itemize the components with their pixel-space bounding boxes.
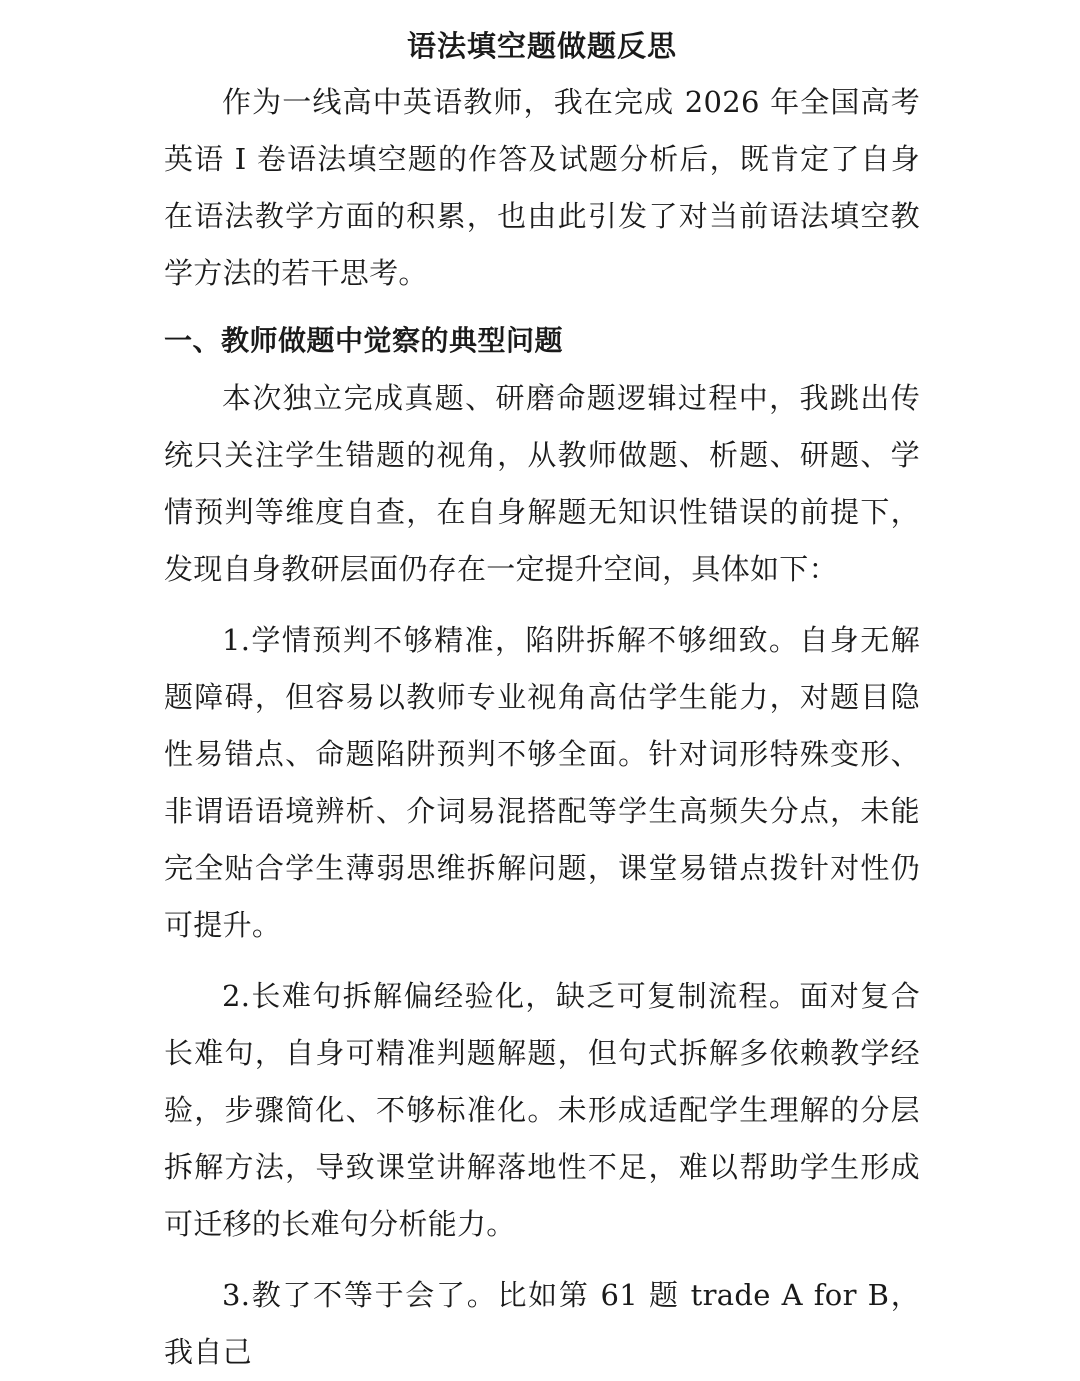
point-1-paragraph: 1.学情预判不够精准，陷阱拆解不够细致。自身无解题障碍，但容易以教师专业视角高估学生能力，对题目隐性易错点、命题陷阱预判不够全面。针对词形特殊变形、非谓语语境辨析、介词易混搭配等学生高频失分点，未能完全贴合学生薄弱思维拆解问题，课堂易错点拨针对性仍可提升。 [164, 623, 920, 942]
spacer [164, 1253, 920, 1267]
point-2-paragraph: 2.长难句拆解偏经验化，缺乏可复制流程。面对复合长难句，自身可精准判题解题，但句式拆解多依赖教学经验，步骤简化、不够标准化。未形成适配学生理解的分层拆解方法，导致课堂讲解落地性不足，难以帮助学生形成可迁移的长难句分析能力。 [164, 979, 920, 1241]
point-3-paragraph: 3.教了不等于会了。比如第 61 题 trade A for B，我自己 [164, 1278, 920, 1369]
section-heading: 一、教师做题中觉察的典型问题 [164, 324, 564, 357]
intro-paragraph: 作为一线高中英语教师，我在完成 2026 年全国高考英语 I 卷语法填空题的作答及试题分析后，既肯定了自身在语法教学方面的积累，也由此引发了对当前语法填空教学方法的若干思考。 [164, 85, 920, 290]
section-lead-paragraph: 本次独立完成真题、研磨命题逻辑过程中，我跳出传统只关注学生错题的视角，从教师做题、析题、研题、学情预判等维度自查，在自身解题无知识性错误的前提下，发现自身教研层面仍存在一定提升空间，具体如下： [164, 381, 920, 586]
document-page [164, 18, 920, 1381]
spacer [164, 954, 920, 968]
spacer [164, 302, 920, 312]
document-title: 语法填空题做题反思 [406, 29, 677, 63]
spacer [164, 598, 920, 612]
